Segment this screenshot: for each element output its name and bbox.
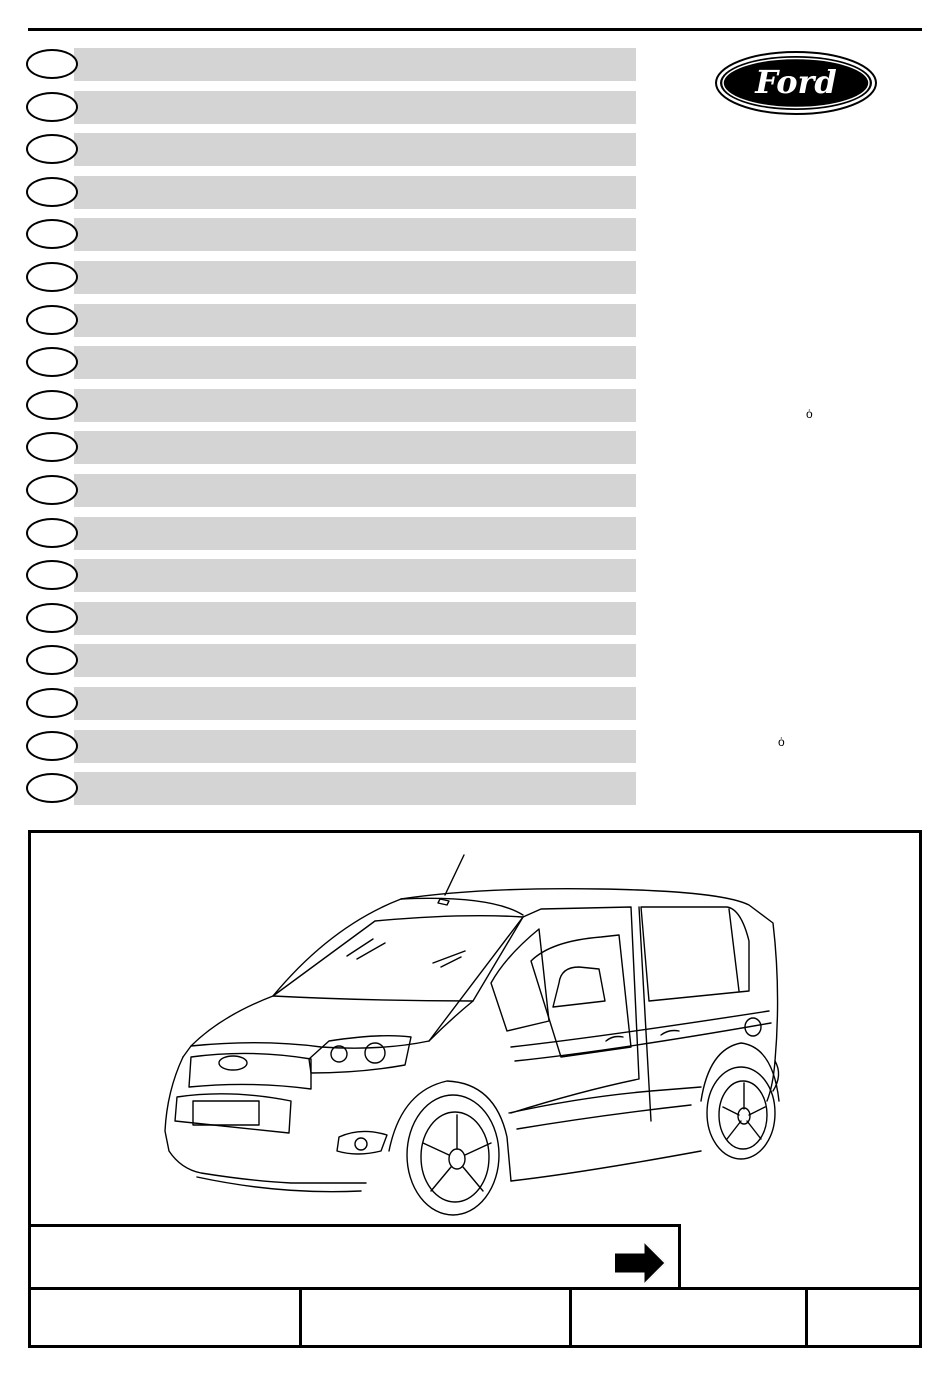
language-text-bar (74, 474, 636, 507)
language-row (26, 89, 638, 125)
language-code-oval (26, 773, 78, 803)
language-row (26, 259, 638, 295)
right-arrow-icon[interactable] (615, 1243, 667, 1283)
language-text-bar (74, 91, 636, 124)
language-row (26, 557, 638, 593)
language-code-oval (26, 219, 78, 249)
language-code-oval (26, 475, 78, 505)
van-with-antenna-icon (161, 851, 801, 1221)
language-text-bar (74, 261, 636, 294)
language-code-oval (26, 518, 78, 548)
footer-cell-4 (808, 1290, 919, 1345)
language-code-oval (26, 92, 78, 122)
ford-logo-text: Ford (755, 63, 837, 101)
language-code-oval (26, 347, 78, 377)
language-row (26, 46, 638, 82)
language-code-oval (26, 177, 78, 207)
language-code-oval (26, 603, 78, 633)
language-row (26, 174, 638, 210)
language-text-bar (74, 772, 636, 805)
language-row (26, 302, 638, 338)
language-row (26, 515, 638, 551)
footer-row (31, 1287, 919, 1345)
language-row (26, 131, 638, 167)
language-text-bar (74, 176, 636, 209)
language-row (26, 642, 638, 678)
language-row (26, 472, 638, 508)
footer-cell-2 (302, 1290, 572, 1345)
language-text-bar (74, 304, 636, 337)
language-text-bar (74, 644, 636, 677)
language-row (26, 429, 638, 465)
language-text-bar (74, 218, 636, 251)
top-rule (28, 28, 922, 31)
language-text-bar (74, 389, 636, 422)
language-code-oval (26, 432, 78, 462)
language-text-bar (74, 517, 636, 550)
language-code-oval (26, 305, 78, 335)
language-text-bar (74, 346, 636, 379)
side-mark-1: ȯ (806, 407, 813, 421)
ford-logo (714, 50, 878, 116)
language-row (26, 728, 638, 764)
language-text-bar (74, 431, 636, 464)
language-row (26, 344, 638, 380)
language-row (26, 216, 638, 252)
language-text-bar (74, 687, 636, 720)
side-mark-2: ȯ (778, 735, 785, 749)
language-text-bar (74, 559, 636, 592)
vehicle-frame (28, 830, 922, 1348)
language-row (26, 387, 638, 423)
footer-cell-3 (572, 1290, 808, 1345)
language-code-oval (26, 560, 78, 590)
language-code-oval (26, 134, 78, 164)
language-row (26, 600, 638, 636)
language-text-bar (74, 133, 636, 166)
title-box (31, 1224, 681, 1288)
language-row (26, 770, 638, 806)
language-code-oval (26, 731, 78, 761)
language-code-oval (26, 688, 78, 718)
language-code-oval (26, 49, 78, 79)
language-code-oval (26, 645, 78, 675)
footer-cell-1 (31, 1290, 302, 1345)
language-code-oval (26, 262, 78, 292)
language-text-bar (74, 730, 636, 763)
language-text-bar (74, 602, 636, 635)
language-row (26, 685, 638, 721)
language-text-bar (74, 48, 636, 81)
language-code-oval (26, 390, 78, 420)
